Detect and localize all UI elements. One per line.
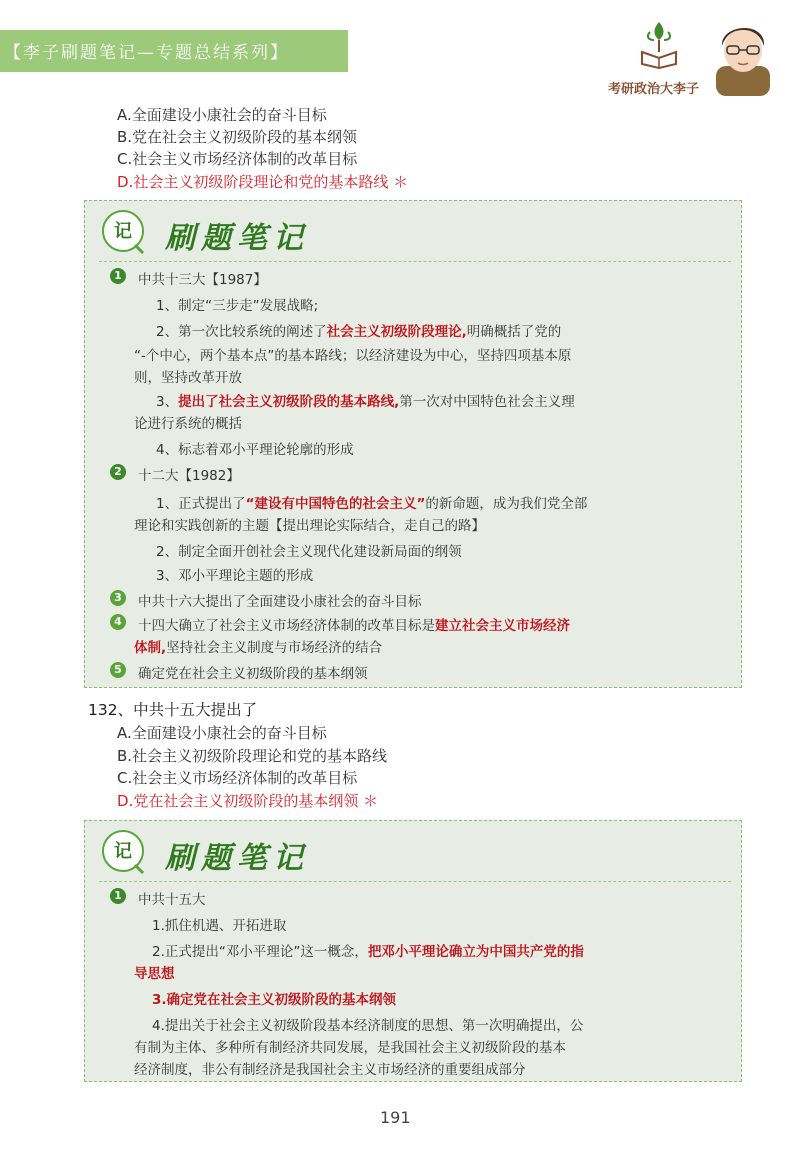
list-number-4: 4: [110, 614, 126, 630]
note-line: 则，坚持改革开放: [134, 370, 242, 386]
note-line: 经济制度，非公有制经济是我国社会主义市场经济的重要组成部分: [134, 1062, 526, 1078]
note-line: 2、第一次比较系统的阐述了社会主义初级阶段理论,明确概括了党的: [156, 324, 562, 340]
divider: [99, 261, 731, 262]
note-line: 4、标志着邓小平理论轮廓的形成: [156, 442, 354, 458]
option-b: B.社会主义初级阶段理论和党的基本路线: [117, 747, 388, 765]
note-line: “-个中心，两个基本点”的基本路线；以经济建设为中心，坚持四项基本原: [134, 348, 572, 364]
header-banner: [0, 30, 348, 72]
book-tree-logo-icon: [638, 18, 680, 70]
note-line: 导思想: [134, 966, 175, 982]
option-a: A.全面建设小康社会的奋斗目标: [117, 106, 327, 124]
divider: [99, 881, 731, 882]
header-title: 【李子刷题笔记—专题总结系列】: [4, 43, 289, 63]
note-badge-icon: [99, 827, 147, 875]
list-number-3: 3: [110, 590, 126, 606]
list-number-2: 2: [110, 464, 126, 480]
option-c: C.社会主义市场经济体制的改革目标: [117, 150, 358, 168]
option-d-correct: D.党在社会主义初级阶段的基本纲领 ＊: [117, 792, 379, 810]
list-heading: 中共十五大: [138, 892, 206, 908]
note-line: 有制为主体、多种所有制经济共同发展，是我国社会主义初级阶段的基本: [134, 1040, 566, 1056]
note-title: 刷题笔记: [165, 841, 309, 876]
list-number-1: 1: [110, 268, 126, 284]
option-b: B.党在社会主义初级阶段的基本纲领: [117, 128, 358, 146]
note-line: 4.提出关于社会主义初级阶段基本经济制度的思想、第一次明确提出，公: [152, 1018, 584, 1034]
note-line: 理论和实践创新的主题【提出理论实际结合，走自己的路】: [134, 518, 485, 534]
note-badge-icon: [99, 207, 147, 255]
note-badge-char: 记: [114, 221, 132, 242]
brand-text: 考研政治大李子: [608, 82, 700, 97]
option-d-correct: D.社会主义初级阶段理论和党的基本路线 ＊: [117, 173, 409, 191]
note-line: 1、正式提出了“建设有中国特色的社会主义”的新命题，成为我们党全部: [156, 496, 588, 512]
note-line: 中共十六大提出了全面建设小康社会的奋斗目标: [138, 594, 422, 610]
note-line: 3、提出了社会主义初级阶段的基本路线,第一次对中国特色社会主义理: [156, 394, 575, 410]
note-line: 1、制定“三步走”发展战略;: [156, 298, 319, 314]
list-number-5: 5: [110, 662, 126, 678]
list-heading: 十二大【1982】: [138, 468, 240, 484]
note-line: 2、制定全面开创社会主义现代化建设新局面的纲领: [156, 544, 462, 560]
question-stem: 132、中共十五大提出了: [88, 701, 258, 719]
list-heading: 中共十三大【1987】: [138, 272, 267, 288]
note-line: 论进行系统的概括: [134, 416, 242, 432]
note-line: 2.正式提出“邓小平理论”这一概念，把邓小平理论确立为中国共产党的指: [152, 944, 584, 960]
option-c: C.社会主义市场经济体制的改革目标: [117, 769, 358, 787]
note-line: 3、邓小平理论主题的形成: [156, 568, 314, 584]
option-a: A.全面建设小康社会的奋斗目标: [117, 724, 327, 742]
note-line: 十四大确立了社会主义市场经济体制的改革目标是建立社会主义市场经济: [138, 618, 570, 634]
avatar: [712, 16, 774, 96]
brand-logo-block: [608, 18, 708, 98]
page-number: 191: [380, 1108, 411, 1127]
note-line: 3.确定党在社会主义初级阶段的基本纲领: [152, 992, 397, 1008]
note-line: 体制,坚持社会主义制度与市场经济的结合: [134, 640, 383, 656]
list-number-1: 1: [110, 888, 126, 904]
note-title: 刷题笔记: [165, 221, 309, 256]
note-line: 确定党在社会主义初级阶段的基本纲领: [138, 666, 368, 682]
note-line: 1.抓住机遇、开拓进取: [152, 918, 287, 934]
note-badge-char: 记: [114, 841, 132, 862]
